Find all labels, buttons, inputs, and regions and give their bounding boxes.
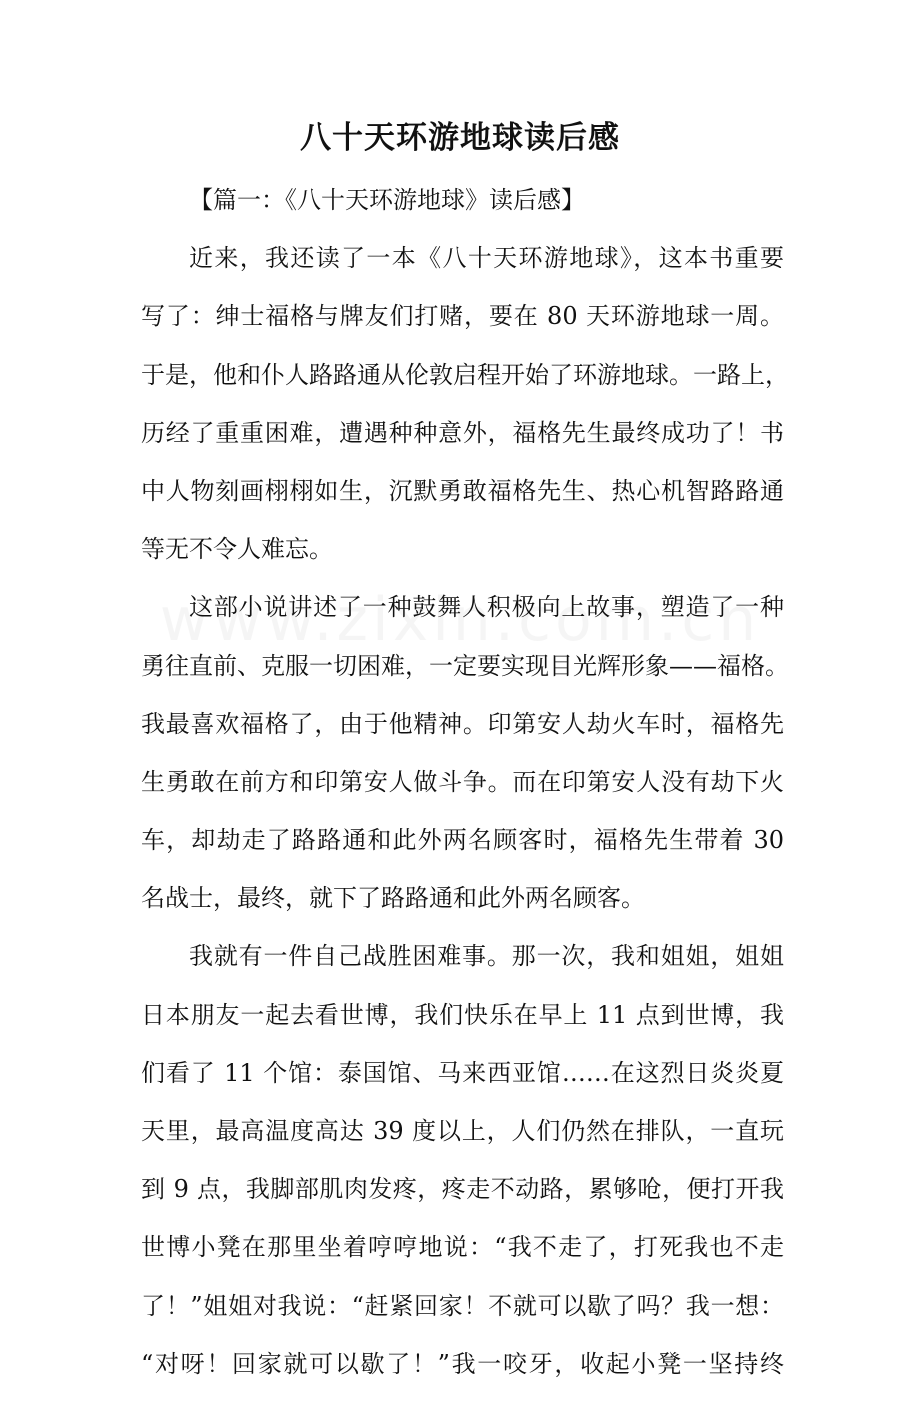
text-line: 世博小凳在那里坐着哼哼地说：“我不走了，打死我也不走 bbox=[141, 1233, 784, 1262]
text-line: 于是，他和仆人路路通从伦敦启程开始了环游地球。一路上， bbox=[141, 360, 789, 389]
text-line: 历经了重重困难，遭遇种种意外，福格先生最终成功了！书 bbox=[141, 418, 784, 447]
section-heading bbox=[141, 180, 784, 238]
text-line: 勇往直前、克服一切困难，一定要实现目光辉形象——福格。 bbox=[141, 651, 789, 680]
text-line: 这部小说讲述了一种鼓舞人积极向上故事，塑造了一种 bbox=[189, 593, 784, 622]
text-line: 我就有一件自己战胜困难事。那一次，我和姐姐，姐姐 bbox=[189, 942, 784, 971]
text-line: 们看了 11 个馆：泰国馆、马来西亚馆……在这烈日炎炎夏 bbox=[141, 1058, 784, 1087]
text-line: 写了：绅士福格与牌友们打赌，要在 80 天环游地球一周。 bbox=[141, 302, 784, 331]
text-line: 名战士，最终，就下了路路通和此外两名顾客。 bbox=[141, 884, 645, 913]
text-line: 我最喜欢福格了，由于他精神。印第安人劫火车时，福格先 bbox=[141, 709, 784, 738]
text-line: 天里，最高温度高达 39 度以上，人们仍然在排队，一直玩 bbox=[141, 1117, 784, 1145]
text-line: 日本朋友一起去看世博，我们快乐在早上 11 点到世博，我 bbox=[141, 1000, 784, 1029]
text-line: 【篇一：《八十天环游地球》读后感】 bbox=[189, 186, 585, 214]
paragraph bbox=[141, 238, 789, 587]
text-line: 中人物刻画栩栩如生，沉默勇敢福格先生、热心机智路路通 bbox=[141, 476, 784, 505]
paragraph bbox=[141, 936, 784, 1402]
document-title: 八十天环游地球读后感 bbox=[300, 120, 620, 156]
text-line: 等无不令人难忘。 bbox=[141, 535, 333, 564]
text-line: 车，却劫走了路路通和此外两名顾客时，福格先生带着 30 bbox=[141, 826, 784, 855]
document-body bbox=[141, 180, 789, 1402]
paragraph bbox=[141, 587, 789, 936]
text-line: 生勇敢在前方和印第安人做斗争。而在印第安人没有劫下火 bbox=[141, 767, 784, 796]
text-line: 了！”姐姐对我说：“赶紧回家！不就可以歇了吗？我一想： bbox=[141, 1291, 784, 1320]
text-line: 到 9 点，我脚部肌肉发疼，疼走不动路，累够呛，便打开我 bbox=[141, 1175, 784, 1204]
text-line: 近来，我还读了一本《八十天环游地球》，这本书重要 bbox=[189, 244, 784, 273]
text-line: “对呀！回家就可以歇了！”我一咬牙，收起小凳一坚持终 bbox=[141, 1349, 784, 1378]
